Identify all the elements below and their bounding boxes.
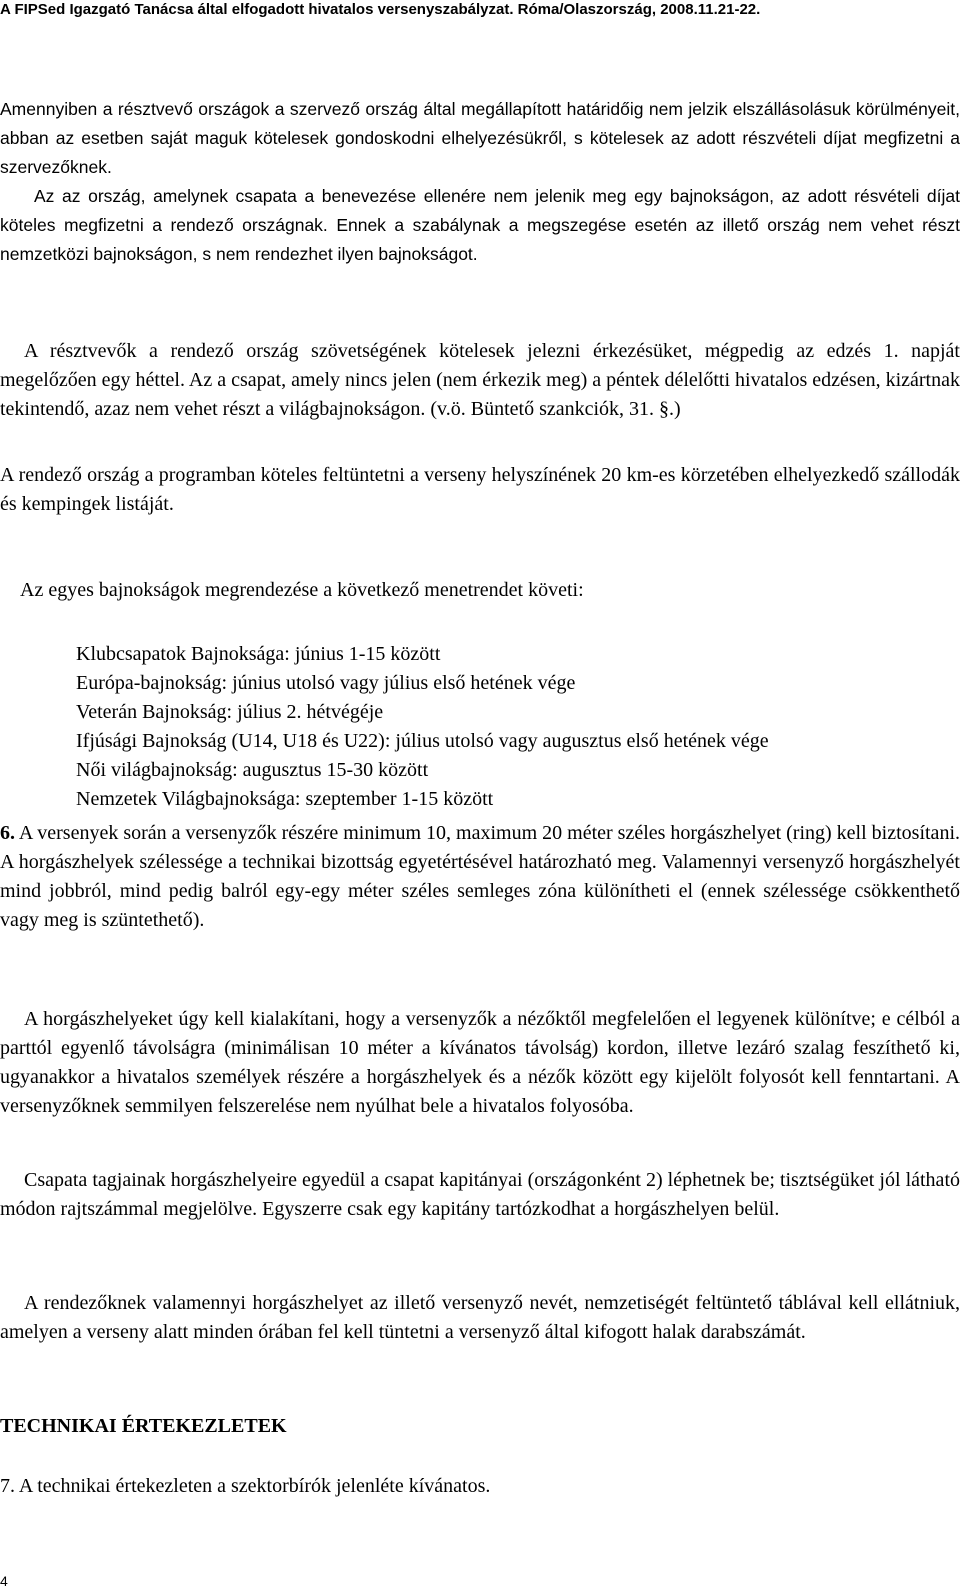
section-6-paragraph-4	[0, 1289, 960, 1347]
section-6-paragraph-4-text: A rendezőknek valamennyi horgászhelyet az illető versenyző nevét, nemzetiségét feltüntető táblával kell ellátniuk, amelyen a verseny alatt minden órában fel kell tüntetni a versenyző által kifogott halak darabszámát.	[0, 1292, 960, 1343]
schedule-item: Klubcsapatok Bajnoksága: június 1-15 között	[76, 643, 441, 665]
paragraph-arrival	[0, 337, 960, 424]
section-6-paragraph-3-text: Csapata tagjainak horgászhelyeire egyedül a csapat kapitányai (országonként 2) léphetnek be; tisztségüket jól látható módon rajtszámmal megjelölve. Egyszerre csak egy kapitány tartózkodhat a horgászhelyen belül.	[0, 1169, 960, 1220]
schedule-intro-text: Az egyes bajnokságok megrendezése a következő menetrendet követi:	[20, 579, 584, 601]
schedule-item: Európa-bajnokság: június utolsó vagy július első hetének vége	[76, 672, 576, 694]
schedule-item: Ifjúsági Bajnokság (U14, U18 és U22): július utolsó vagy augusztus első hetének vége	[76, 730, 769, 752]
paragraph-hotels	[0, 461, 960, 519]
section-7-paragraph	[0, 1472, 960, 1501]
paragraph-arrival-text: A résztvevők a rendező ország szövetségének kötelesek jelezni érkezésüket, mégpedig az edzés 1. napját megelőzően egy héttel.	[0, 340, 960, 391]
paragraph-absence-fee-text: Az az ország, amelynek csapata a benevezése ellenére nem jelenik meg egy bajnokságon, az adott résvételi díjat köteles megfizetni a rendező országnak.	[0, 186, 960, 235]
section-6-paragraph-1-text: A versenyek során a versenyzők részére minimum 10, maximum 20 méter széles horgászhelyet (ring) kell biztosítani. A horgászhelyek szélessége a technikai bizottság egyetértésével határozható meg. Valamennyi versenyző horgászhelyét mind jobbról, mind pedig balról egy-egy méter széles semleges zóna különítheti el (ennek szélessége csökkenthető vagy meg is szüntethető).	[0, 822, 960, 931]
paragraph-accommodation-text: Amennyiben a résztvevő országok a szervező ország által megállapított határidőig nem jelzik elszállásolásuk körülményeit, abban az esetben saját maguk kötelesek gondoskodni elhelyezésükről, s kötelesek az adott részvételi díjat megfizetni a szervezőknek.	[0, 99, 960, 177]
section-6-paragraph-2-text: A horgászhelyeket úgy kell kialakítani, hogy a versenyzők a nézőktől megfelelően el legyenek különítve; e célból a parttól egyenlő távolságra (minimálisan 10 méter a kívánatos távolság) kordon, illetve lezáró szalag feszíthető ki, ugyanakkor a hivatalos személyek részére a horgászhelyek és a nézők között egy kijelölt folyosót kell fenntartani. A versenyzőknek semmilyen felszerelése nem nyúlhat bele a hivatalos folyosóba.	[0, 1008, 960, 1117]
paragraph-absence-fee	[0, 182, 960, 269]
schedule-list	[76, 640, 960, 814]
paragraph-schedule-intro	[0, 576, 960, 605]
schedule-item: Veterán Bajnokság: július 2. hétvégéje	[76, 701, 384, 723]
paragraph-accommodation	[0, 95, 960, 182]
schedule-item: Nemzetek Világbajnoksága: szeptember 1-15 között	[76, 788, 494, 810]
paragraph-rule-breach-text: Ennek a szabálynak a megszegése esetén az illető ország nem vehet részt nemzetközi bajnokságon, s nem rendezhet ilyen bajnokságot.	[0, 215, 960, 264]
section-heading-technical-meetings: TECHNIKAI ÉRTEKEZLETEK	[0, 1415, 287, 1437]
page-header: A FIPSed Igazgató Tanácsa által elfogadott hivatalos versenyszabályzat. Róma/Olaszország, 2008.11.21-22.	[0, 1, 761, 18]
section-6-paragraph-2	[0, 1005, 960, 1121]
paragraph-hotels-text: A rendező ország a programban köteles feltüntetni a verseny helyszínének 20 km-es körzetében elhelyezkedő szállodák és kempingek listáját.	[0, 464, 960, 515]
paragraph-exclusion-text: Az a csapat, amely nincs jelen (nem érkezik meg) a péntek délelőtti hivatalos edzésen, kizártnak tekintendő, azaz nem vehet részt a világbajnokságon. (v.ö. Büntető szankciók, 31. §.)	[0, 369, 960, 420]
section-7-text: 7. A technikai értekezleten a szektorbírók jelenléte kívánatos.	[0, 1475, 491, 1497]
section-6-paragraph-3	[0, 1166, 960, 1224]
schedule-item: Női világbajnokság: augusztus 15-30 között	[76, 759, 429, 781]
page-number: 4	[0, 1573, 8, 1589]
section-6-paragraph-1	[0, 819, 960, 935]
section-6-number: 6.	[0, 822, 15, 844]
